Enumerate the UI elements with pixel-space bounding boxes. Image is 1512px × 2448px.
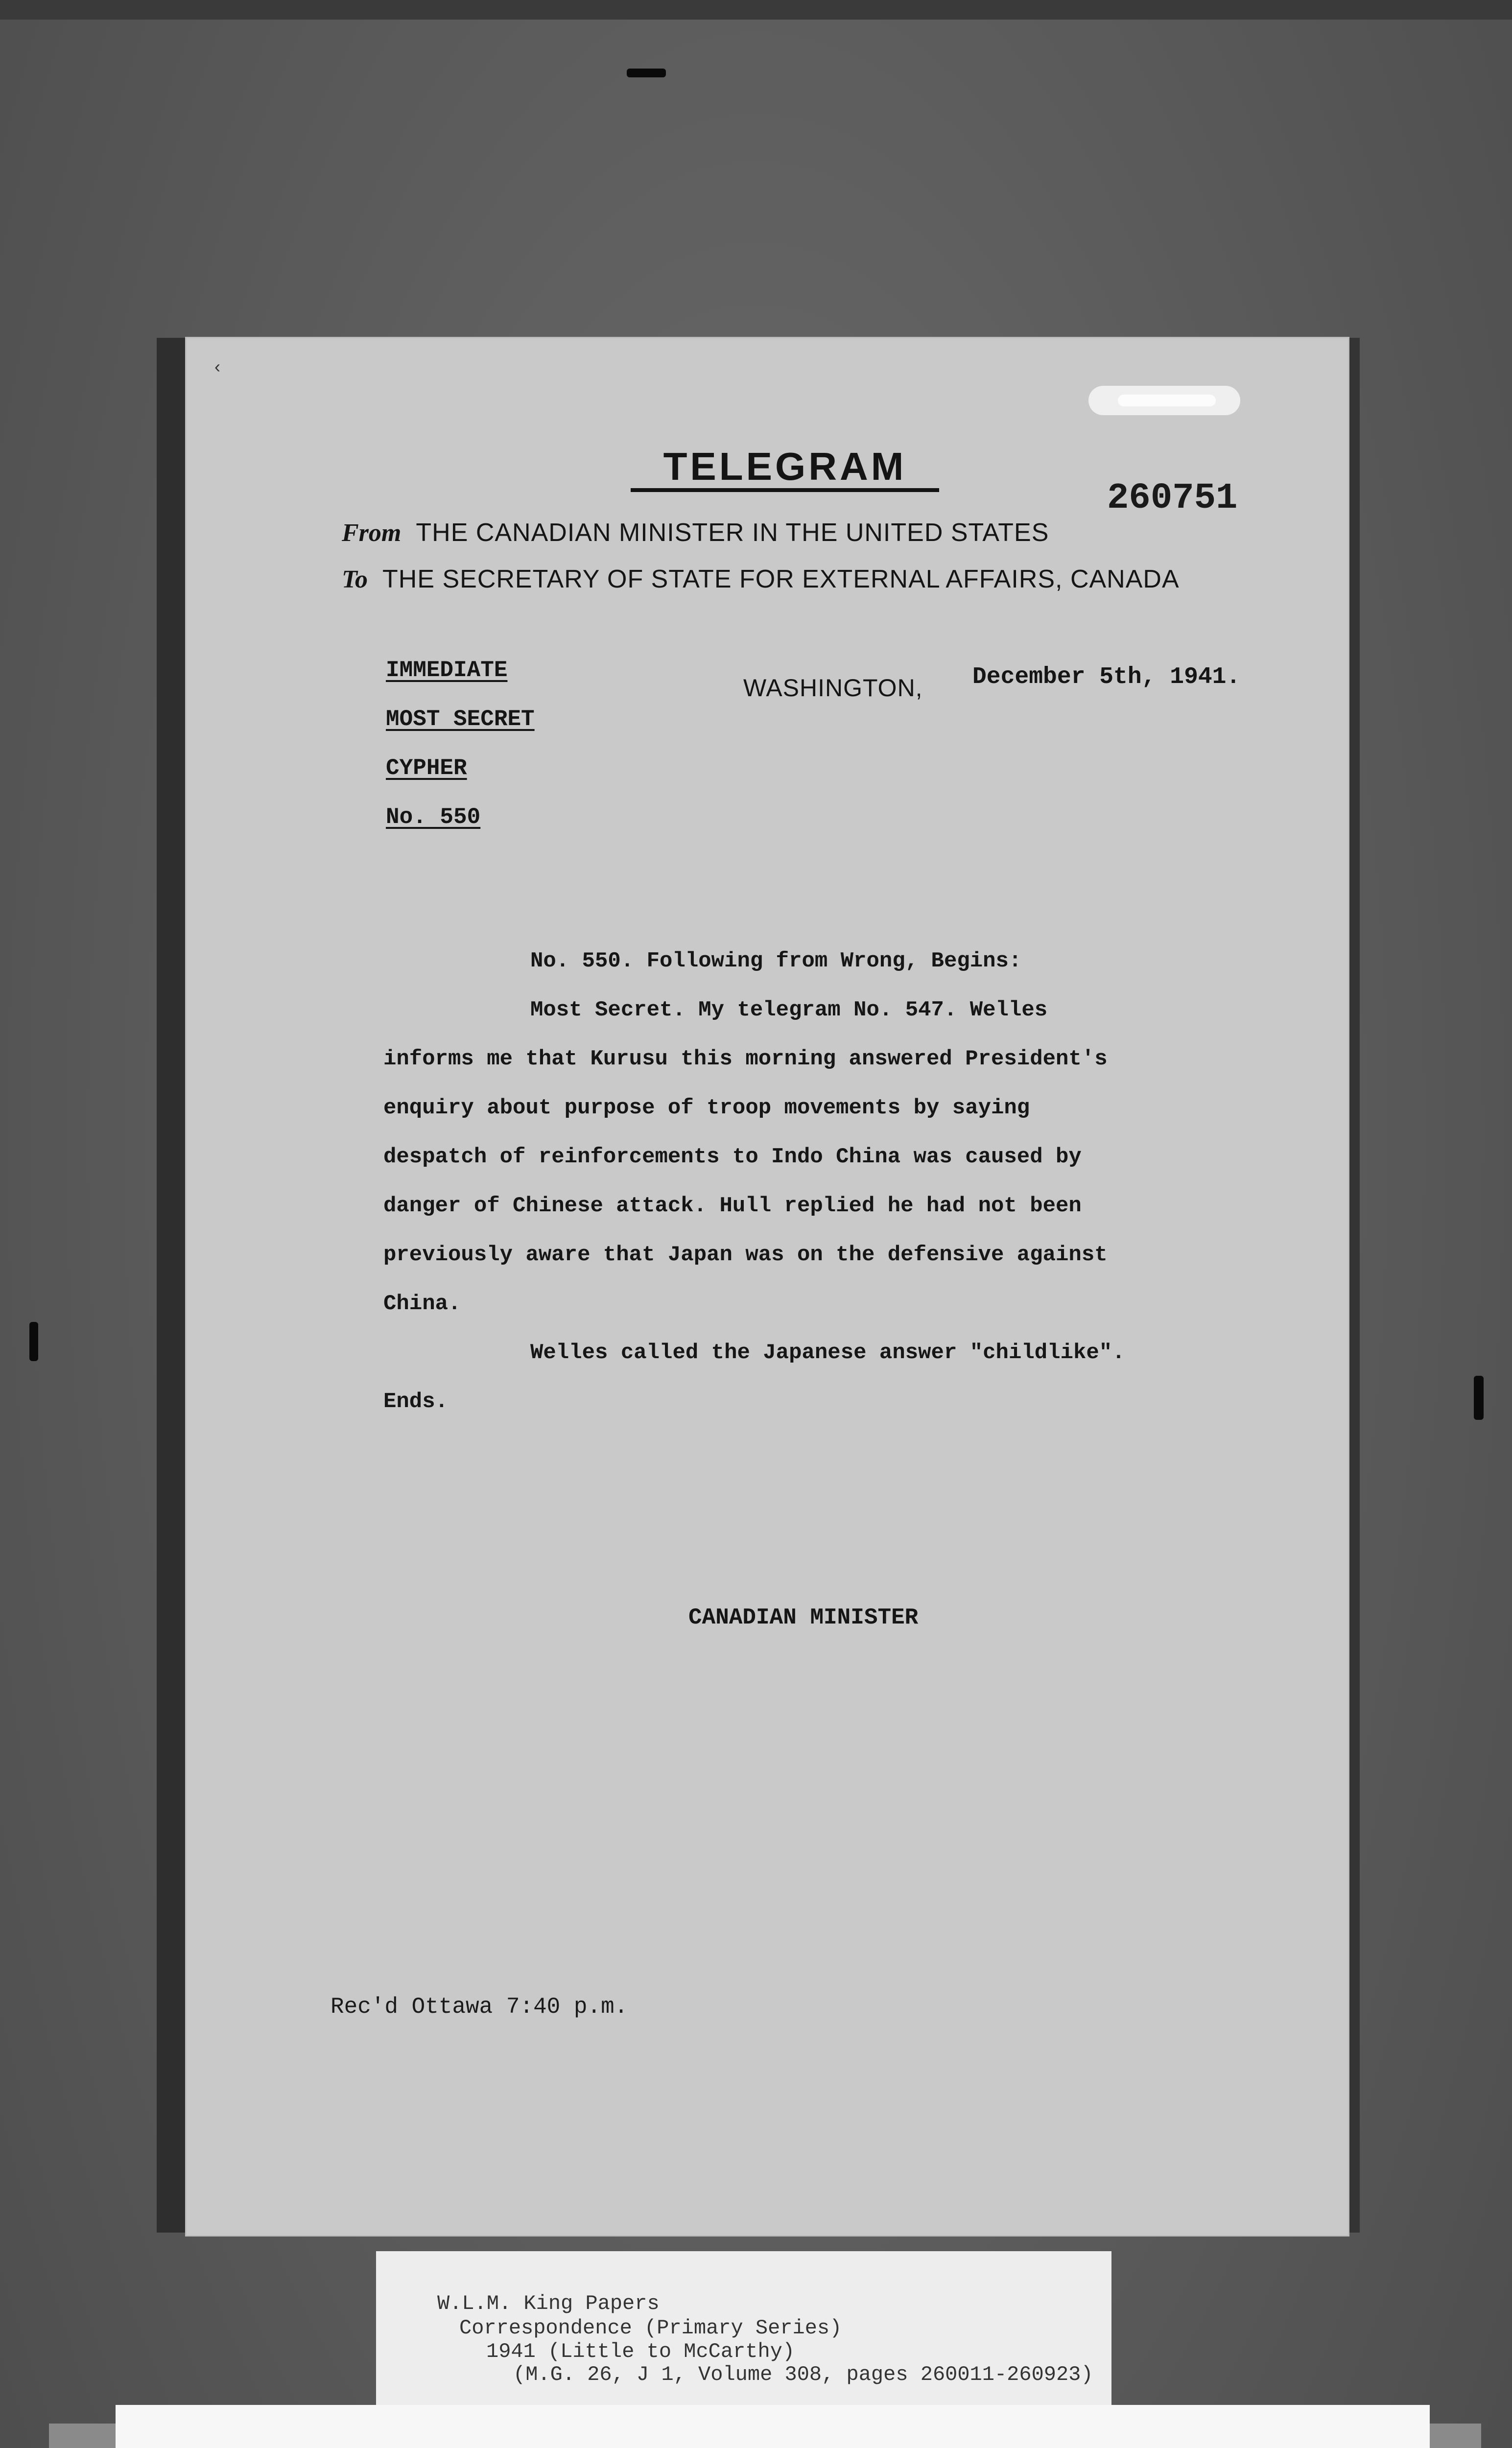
body-line: Most Secret. My telegram No. 547. Welles [530, 998, 1048, 1022]
body-line: China. [383, 1292, 461, 1316]
body-line: No. 550. Following from Wrong, Begins: [530, 949, 1022, 973]
from-text: THE CANADIAN MINISTER IN THE UNITED STATES [416, 518, 1049, 547]
from-line [342, 518, 1049, 547]
reference-line: Correspondence (Primary Series) [459, 2316, 842, 2340]
reference-line: 1941 (Little to McCarthy) [486, 2340, 795, 2363]
scan-mark [1474, 1376, 1484, 1420]
to-line [342, 565, 1180, 594]
body-line: previously aware that Japan was on the defensive against [383, 1243, 1108, 1267]
to-label: To [342, 565, 368, 593]
document-number: 260751 [1107, 478, 1238, 519]
reference-label [376, 2251, 1111, 2405]
body-line: danger of Chinese attack. Hull replied he had not been [383, 1194, 1082, 1218]
reference-line: (M.G. 26, J 1, Volume 308, pages 260011-260923) [513, 2363, 1093, 2386]
received-stamp: Rec'd Ottawa 7:40 p.m. [331, 1994, 628, 2020]
scan-mark [29, 1322, 38, 1361]
telegram-date: December 5th, 1941. [972, 664, 1241, 690]
body-line: informs me that Kurusu this morning answered President's [383, 1047, 1108, 1071]
classification-immediate: IMMEDIATE [386, 658, 508, 683]
body-line: Welles called the Japanese answer "childlike". [530, 1341, 1125, 1365]
paper-shadow [1349, 338, 1360, 2233]
body-line: enquiry about purpose of troop movements by saying [383, 1096, 1030, 1120]
body-line: Ends. [383, 1389, 449, 1414]
card-shadow [49, 2424, 118, 2448]
paper-shadow [157, 338, 186, 2233]
to-text: THE SECRETARY OF STATE FOR EXTERNAL AFFAIRS, CANADA [382, 565, 1180, 593]
telegram-page [185, 337, 1349, 2236]
scan-mark [627, 69, 666, 77]
card-shadow [1427, 2424, 1481, 2448]
telegram-body [383, 937, 1265, 1426]
classification-most-secret: MOST SECRET [386, 706, 535, 732]
telegram-title: TELEGRAM [631, 447, 939, 492]
signature: CANADIAN MINISTER [688, 1605, 919, 1630]
archives-card [116, 2405, 1430, 2448]
reference-line: W.L.M. King Papers [437, 2292, 660, 2315]
classification-number: No. 550 [386, 804, 481, 830]
place-of-origin: WASHINGTON, [743, 674, 923, 702]
corner-mark: ‹ [214, 356, 220, 377]
body-line: despatch of reinforcements to Indo China was caused by [383, 1145, 1082, 1169]
paper-smudge [1088, 386, 1240, 415]
from-label: From [342, 519, 402, 547]
classification-cypher: CYPHER [386, 755, 467, 781]
scan-top-edge [0, 0, 1512, 20]
